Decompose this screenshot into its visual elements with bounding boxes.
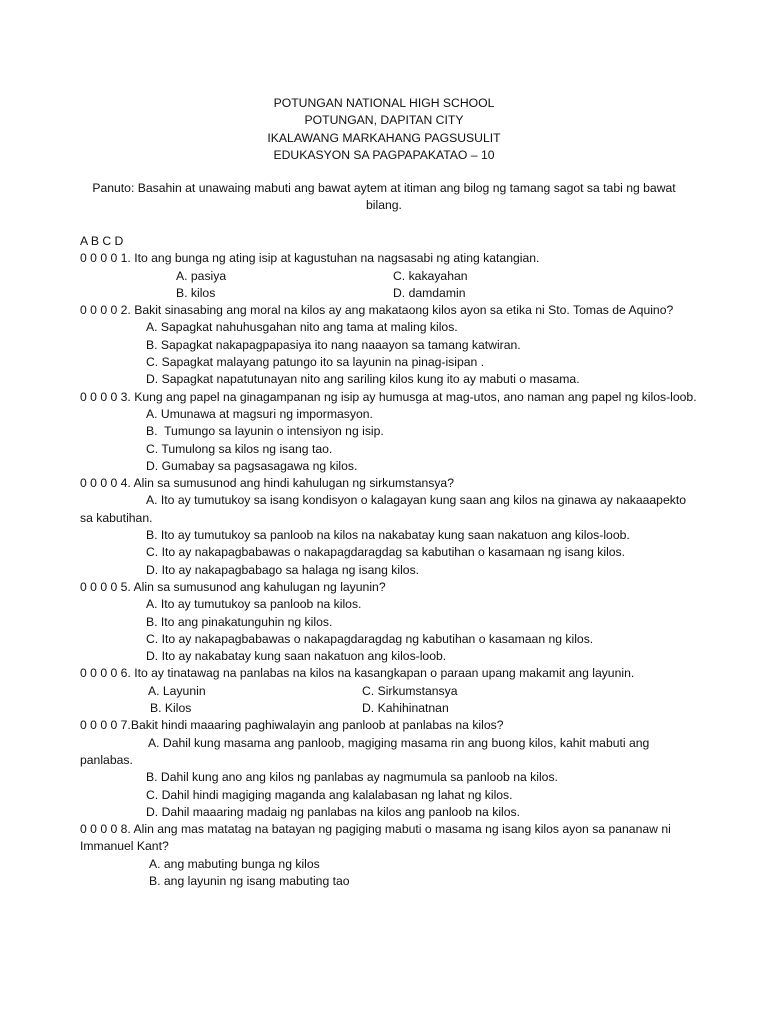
- choice-a: A. Dahil kung masama ang panloob, magiging masama rin ang buong kilos, kahit mabuti ang panlabas.: [80, 735, 650, 767]
- document-header: [0, 95, 768, 164]
- choice-c: C. Tumulong sa kilos ng isang tao.: [146, 441, 333, 456]
- choice-d: D. Gumabay sa pagsasagawa ng kilos.: [146, 458, 358, 473]
- question-stem-6: 0 0 0 0 6. Ito ay tinatawag na panlabas na kilos na kasangkapan o paraan upang makamit ang layunin.: [80, 666, 635, 681]
- choice-b: B. Dahil kung ano ang kilos ng panlabas ay nagmumula sa panloob na kilos.: [146, 770, 558, 785]
- choice-a: A. Layunin: [148, 683, 206, 698]
- choice-b: B. kilos: [176, 285, 216, 300]
- question-stem-8: 0 0 0 0 8. Alin ang mas matatag na batayan ng pagiging mabuti o masama ng isang kilos ayon sa pananaw ni Immanuel Kant?: [80, 822, 671, 854]
- choice-d: D. Ito ay nakabatay kung saan nakatuon ang kilos-loob.: [146, 649, 447, 664]
- choice-c: C. Sapagkat malayang patungo ito sa layunin na pinag-isipan .: [146, 355, 485, 370]
- school-location: POTUNGAN, DAPITAN CITY: [304, 113, 464, 128]
- choice-a: A. ang mabuting bunga ng kilos: [149, 856, 320, 871]
- choice-b: B. Ito ang pinakatunguhin ng kilos.: [146, 614, 333, 629]
- choice-row: [80, 700, 700, 717]
- question-stem-2: 0 0 0 0 2. Bakit sinasabing ang moral na kilos ay ang makataong kilos ayon sa etika ni Sto. Tomas de Aquino?: [80, 303, 674, 318]
- choice-c: C. Ito ay nakapagbabawas o nakapagdaragdag sa kabutihan o kasamaan ng isang kilos.: [146, 545, 626, 560]
- question-stem-7: 0 0 0 0 7.Bakit hindi maaaring paghiwalayin ang panloob at panlabas na kilos?: [80, 718, 504, 733]
- choice-a: A. Sapagkat nahuhusgahan nito ang tama at maling kilos.: [146, 320, 458, 335]
- choice-d: D. Sapagkat napatutunayan nito ang sariling kilos kung ito ay mabuti o masama.: [146, 372, 580, 387]
- choice-d: D. Kahihinatnan: [362, 701, 449, 716]
- instructions: Panuto: Basahin at unawaing mabuti ang bawat aytem at itiman ang bilog ng tamang sagot sa tabi ng bawat bilang.: [92, 181, 676, 213]
- choice-row: [80, 268, 700, 285]
- choice-d: D. damdamin: [393, 285, 466, 300]
- exam-title: IKALAWANG MARKAHANG PAGSUSULIT: [267, 130, 501, 145]
- choice-d: D. Dahil maaaring madaig ng panlabas na kilos ang panloob na kilos.: [146, 804, 520, 819]
- subject-title: EDUKASYON SA PAGPAPAKATAO – 10: [273, 147, 495, 162]
- question-stem-5: 0 0 0 0 5. Alin sa sumusunod ang kahulugan ng layunin?: [80, 579, 386, 594]
- choice-row: [80, 285, 700, 302]
- choice-c: C. Dahil hindi magiging maganda ang kalalabasan ng lahat ng kilos.: [146, 787, 513, 802]
- choice-b: B. Tumungo sa layunin o intensiyon ng isip.: [146, 424, 384, 439]
- question-stem-3: 0 0 0 0 3. Kung ang papel na ginagampanan ng isip ay humusga at mag-utos, ano naman ang papel ng kilos-loob.: [80, 389, 697, 404]
- choice-a: A. pasiya: [176, 268, 227, 283]
- choice-b: B. Kilos: [150, 701, 192, 716]
- question-list: [80, 233, 700, 890]
- choice-b: B. ang layunin ng isang mabuting tao: [149, 873, 350, 888]
- choice-a: A. Umunawa at magsuri ng impormasyon.: [146, 406, 373, 421]
- choice-a: A. Ito ay tumutukoy sa isang kondisyon o kalagayan kung saan ang kilos na ginawa ay nakaaapekto sa kabutihan.: [80, 493, 686, 525]
- choice-c: C. Sirkumstansya: [362, 683, 458, 698]
- school-name: POTUNGAN NATIONAL HIGH SCHOOL: [273, 96, 495, 110]
- choice-b: B. Sapagkat nakapagpapasiya ito nang naaayon sa tamang katwiran.: [146, 337, 521, 352]
- choice-a: A. Ito ay tumutukoy sa panloob na kilos.: [146, 597, 362, 612]
- answer-key-header: A B C D: [80, 234, 124, 248]
- question-stem-1: 0 0 0 0 1. Ito ang bunga ng ating isip at kagustuhan na nagsasabi ng ating katangian.: [80, 251, 540, 266]
- choice-c: C. kakayahan: [393, 268, 468, 283]
- choice-b: B. Ito ay tumutukoy sa panloob na kilos na nakabatay kung saan nakatuon ang kilos-loob.: [146, 528, 630, 543]
- question-stem-4: 0 0 0 0 4. Alin sa sumusunod ang hindi kahulugan ng sirkumstansya?: [80, 476, 454, 491]
- choice-c: C. Ito ay nakapagbabawas o nakapagdaragdag ng kabutihan o kasamaan ng kilos.: [146, 631, 594, 646]
- choice-row: [80, 683, 700, 700]
- choice-d: D. Ito ay nakapagbabago sa halaga ng isang kilos.: [146, 562, 420, 577]
